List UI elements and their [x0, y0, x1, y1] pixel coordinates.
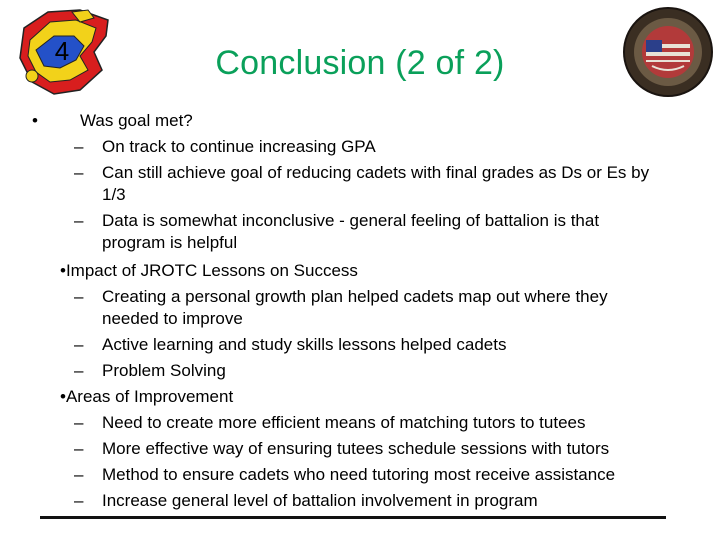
dash-marker: – — [74, 287, 84, 306]
brigade-map-icon — [10, 6, 114, 98]
list-item: Need to create more efficient means of matching tutors to tutees — [102, 413, 586, 432]
bottom-divider — [40, 516, 666, 519]
list-item: Can still achieve goal of reducing cadets with final grades as Ds or Es by — [102, 163, 650, 182]
slide-title: Conclusion (2 of 2) — [215, 44, 505, 82]
list-item-continuation: program is helpful — [102, 233, 238, 252]
list-item: More effective way of ensuring tutees schedule sessions with tutors — [102, 439, 610, 458]
list-item-continuation: needed to improve — [102, 309, 243, 328]
section-heading: •Areas of Improvement — [60, 387, 234, 406]
dash-marker: – — [74, 465, 84, 484]
list-item-continuation: 1/3 — [102, 185, 126, 204]
jrotc-seal — [622, 6, 714, 98]
list-item: Data is somewhat inconclusive - general feeling of battalion is that — [102, 211, 600, 230]
brigade-logo — [10, 6, 114, 98]
dash-marker: – — [74, 211, 84, 230]
list-item: On track to continue increasing GPA — [102, 137, 376, 156]
dash-marker: – — [74, 439, 84, 458]
svg-text:4: 4 — [54, 36, 70, 66]
dash-marker: – — [74, 361, 84, 380]
list-item: Creating a personal growth plan helped cadets map out where they — [102, 287, 608, 306]
list-item: Problem Solving — [102, 361, 226, 380]
list-item: Increase general level of battalion involvement in program — [102, 491, 538, 510]
dash-marker: – — [74, 335, 84, 354]
list-item: Active learning and study skills lessons helped cadets — [102, 335, 507, 354]
section-heading: •Impact of JROTC Lessons on Success — [60, 261, 358, 280]
dash-marker: – — [74, 163, 84, 182]
jrotc-seal-icon — [622, 6, 714, 98]
dash-marker: – — [74, 137, 84, 156]
dash-marker: – — [74, 413, 84, 432]
dash-marker: – — [74, 491, 84, 510]
bullet-marker: • — [32, 111, 38, 130]
list-item: Method to ensure cadets who need tutoring most receive assistance — [102, 465, 616, 484]
list-item: Was goal met? — [80, 111, 193, 130]
